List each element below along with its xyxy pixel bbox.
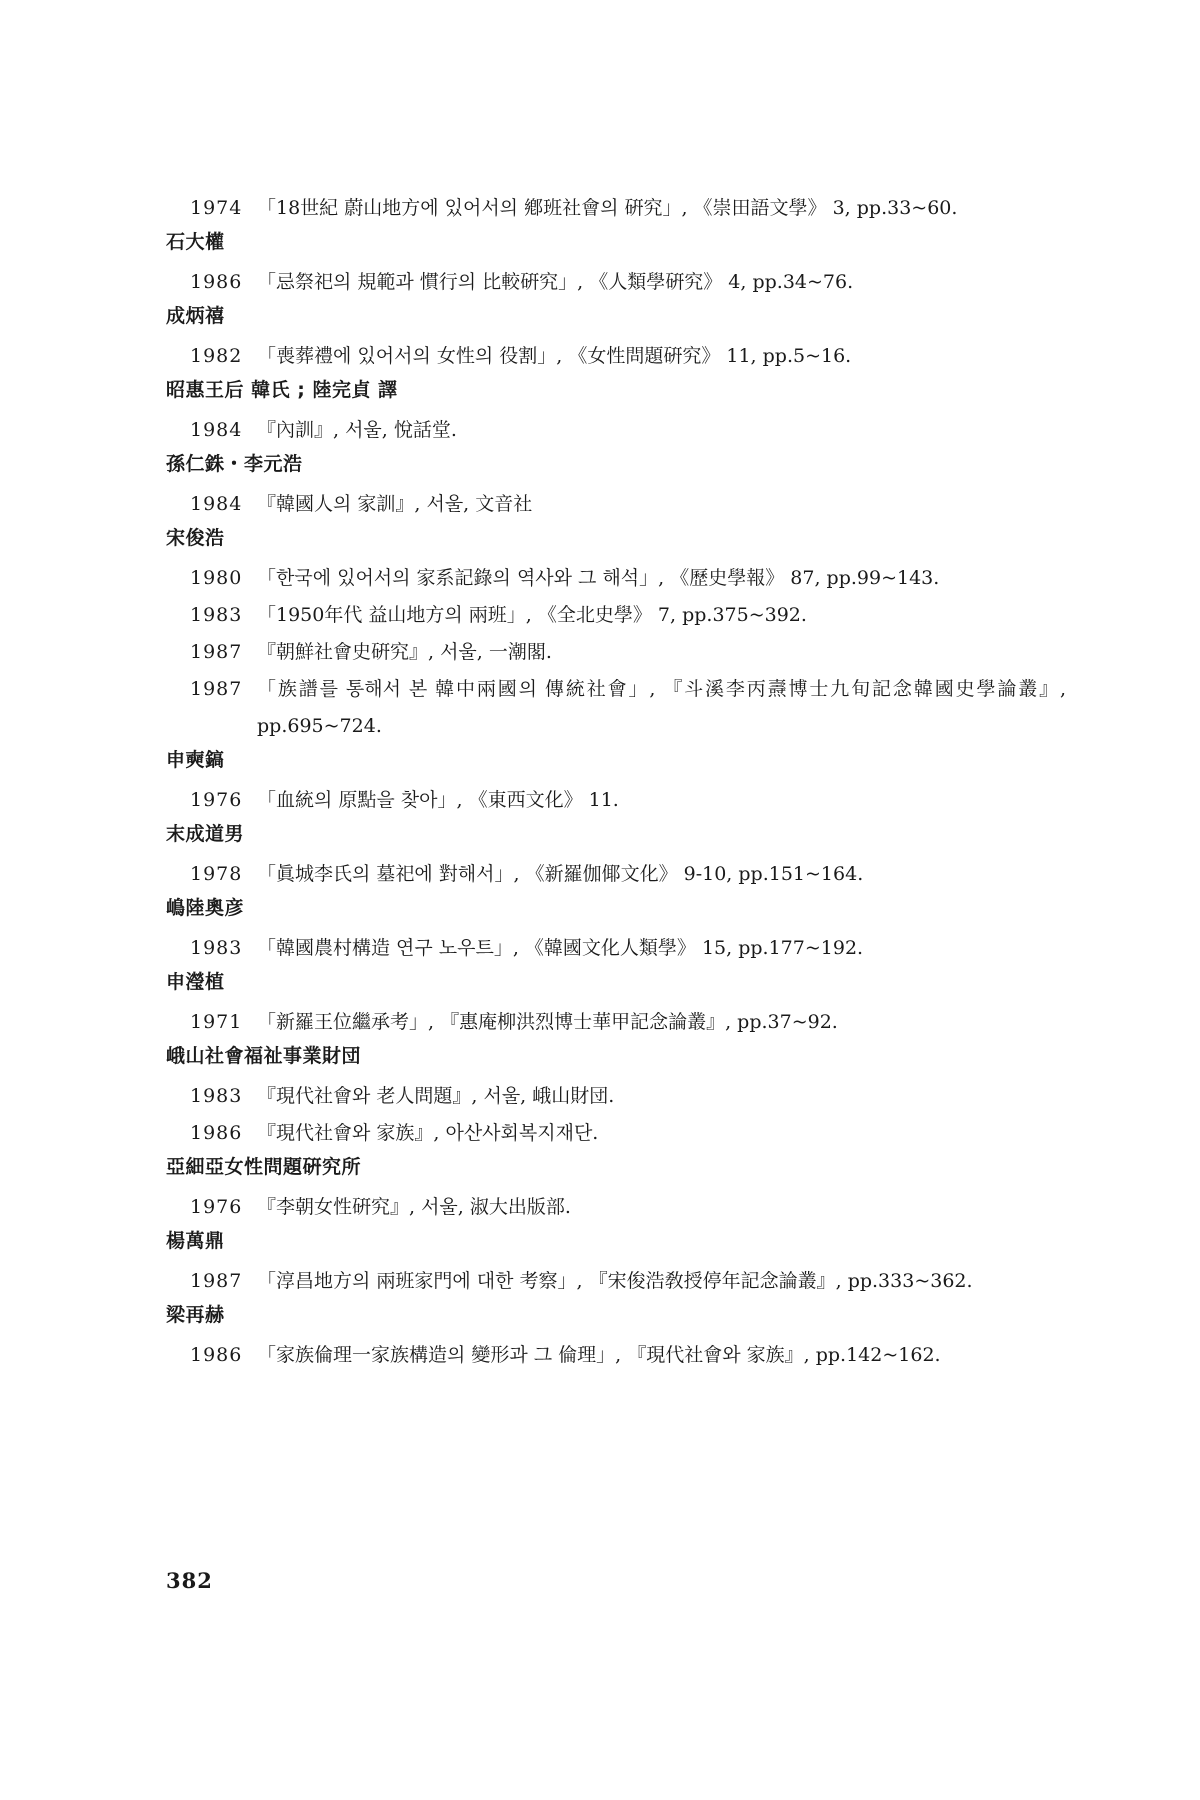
entry-citation: 「淳昌地方의 兩班家門에 대한 考察」, 『宋俊浩敎授停年記念論叢』, pp.333~362. (257, 1270, 973, 1292)
entry-citation: 「18世紀 蔚山地方에 있어서의 鄕班社會의 硏究」, 《崇田語文學》 3, pp.33~60. (257, 197, 958, 219)
author-heading: 宋俊浩 (166, 527, 225, 549)
entry-citation: 『內訓』, 서울, 悅話堂. (257, 419, 457, 441)
author-heading: 孫仁銖・李元浩 (166, 453, 303, 475)
entry-year: 1984 (190, 493, 243, 515)
entry-citation: 「家族倫理一家族構造의 變形과 그 倫理」, 『現代社會와 家族』, pp.142~162. (257, 1344, 941, 1366)
entry-year: 1987 (190, 678, 243, 700)
entry-citation: 『李朝女性硏究』, 서울, 淑大出版部. (257, 1196, 571, 1218)
entry-year: 1976 (190, 789, 243, 811)
entry-year: 1986 (190, 1344, 243, 1366)
entry-citation: 『韓國人의 家訓』, 서울, 文音社 (257, 493, 533, 515)
entry-year: 1987 (190, 1270, 243, 1292)
entry-year: 1983 (190, 1085, 243, 1107)
bibliography-entry (190, 671, 1066, 745)
entry-year: 1980 (190, 567, 243, 589)
author-heading: 嶋陸奧彦 (166, 897, 245, 919)
entry-citation: 「한국에 있어서의 家系記錄의 역사와 그 해석」, 《歷史學報》 87, pp.99~143. (257, 567, 940, 589)
entry-citation: 「喪葬禮에 있어서의 女性의 役割」, 《女性問題硏究》 11, pp.5~16. (257, 345, 852, 367)
bibliography-entry (190, 634, 1066, 671)
page-number: 382 (166, 1568, 213, 1593)
entry-year: 1984 (190, 419, 243, 441)
entry-year: 1976 (190, 1196, 243, 1218)
author-heading: 峨山社會福祉事業財団 (166, 1045, 362, 1067)
bibliography-entry (190, 190, 1066, 227)
entry-citation: 「族譜를 통해서 본 韓中兩國의 傳統社會」, 『斗溪李丙燾博士九旬記念韓國史學論叢』, pp.695~724. (257, 678, 1066, 737)
entry-citation: 『現代社會와 老人問題』, 서울, 峨山財団. (257, 1085, 615, 1107)
entry-year: 1987 (190, 641, 243, 663)
bibliography-entry (190, 856, 1066, 893)
bibliography-entry (190, 1004, 1066, 1041)
entry-year: 1983 (190, 604, 243, 626)
author-heading: 昭惠王后 韓氏 ; 陸完貞 譯 (166, 379, 398, 401)
entry-citation: 「1950年代 益山地方의 兩班」, 《全北史學》 7, pp.375~392. (257, 604, 807, 626)
entry-year: 1982 (190, 345, 243, 367)
author-heading: 申瀅植 (166, 971, 225, 993)
entry-citation: 「眞城李氏의 墓祀에 對해서」, 《新羅伽倻文化》 9-10, pp.151~164. (257, 863, 864, 885)
bibliography-entry (190, 1115, 1066, 1152)
bibliography-entry (190, 930, 1066, 967)
author-heading: 亞細亞女性問題硏究所 (166, 1156, 362, 1178)
bibliography-entry (190, 1337, 1066, 1374)
bibliography-list (166, 190, 1066, 1374)
entry-citation: 『現代社會와 家族』, 아산사회복지재단. (257, 1122, 599, 1144)
bibliography-entry (190, 1078, 1066, 1115)
bibliography-entry (190, 412, 1066, 449)
author-heading: 石大權 (166, 231, 225, 253)
entry-year: 1986 (190, 271, 243, 293)
entry-year: 1983 (190, 937, 243, 959)
author-heading: 楊萬鼎 (166, 1230, 225, 1252)
bibliography-entry (190, 264, 1066, 301)
bibliography-entry (190, 1263, 1066, 1300)
bibliography-entry (190, 597, 1066, 634)
entry-citation: 「血統의 原點을 찾아」, 《東西文化》 11. (257, 789, 619, 811)
author-heading: 申奭鎬 (166, 749, 225, 771)
entry-year: 1978 (190, 863, 243, 885)
entry-year: 1974 (190, 197, 243, 219)
bibliography-entry (190, 560, 1066, 597)
entry-citation: 「忌祭祀의 規範과 慣行의 比較硏究」, 《人類學硏究》 4, pp.34~76. (257, 271, 854, 293)
bibliography-entry (190, 338, 1066, 375)
author-heading: 成炳禧 (166, 305, 225, 327)
entry-citation: 『朝鮮社會史硏究』, 서울, 一潮閣. (257, 641, 552, 663)
author-heading: 梁再赫 (166, 1304, 225, 1326)
bibliography-entry (190, 782, 1066, 819)
author-heading: 末成道男 (166, 823, 245, 845)
entry-citation: 「新羅王位繼承考」, 『惠庵柳洪烈博士華甲記念論叢』, pp.37~92. (257, 1011, 838, 1033)
entry-year: 1986 (190, 1122, 243, 1144)
bibliography-entry (190, 1189, 1066, 1226)
entry-year: 1971 (190, 1011, 243, 1033)
bibliography-entry (190, 486, 1066, 523)
entry-citation: 「韓國農村構造 연구 노우트」, 《韓國文化人類學》 15, pp.177~192. (257, 937, 864, 959)
